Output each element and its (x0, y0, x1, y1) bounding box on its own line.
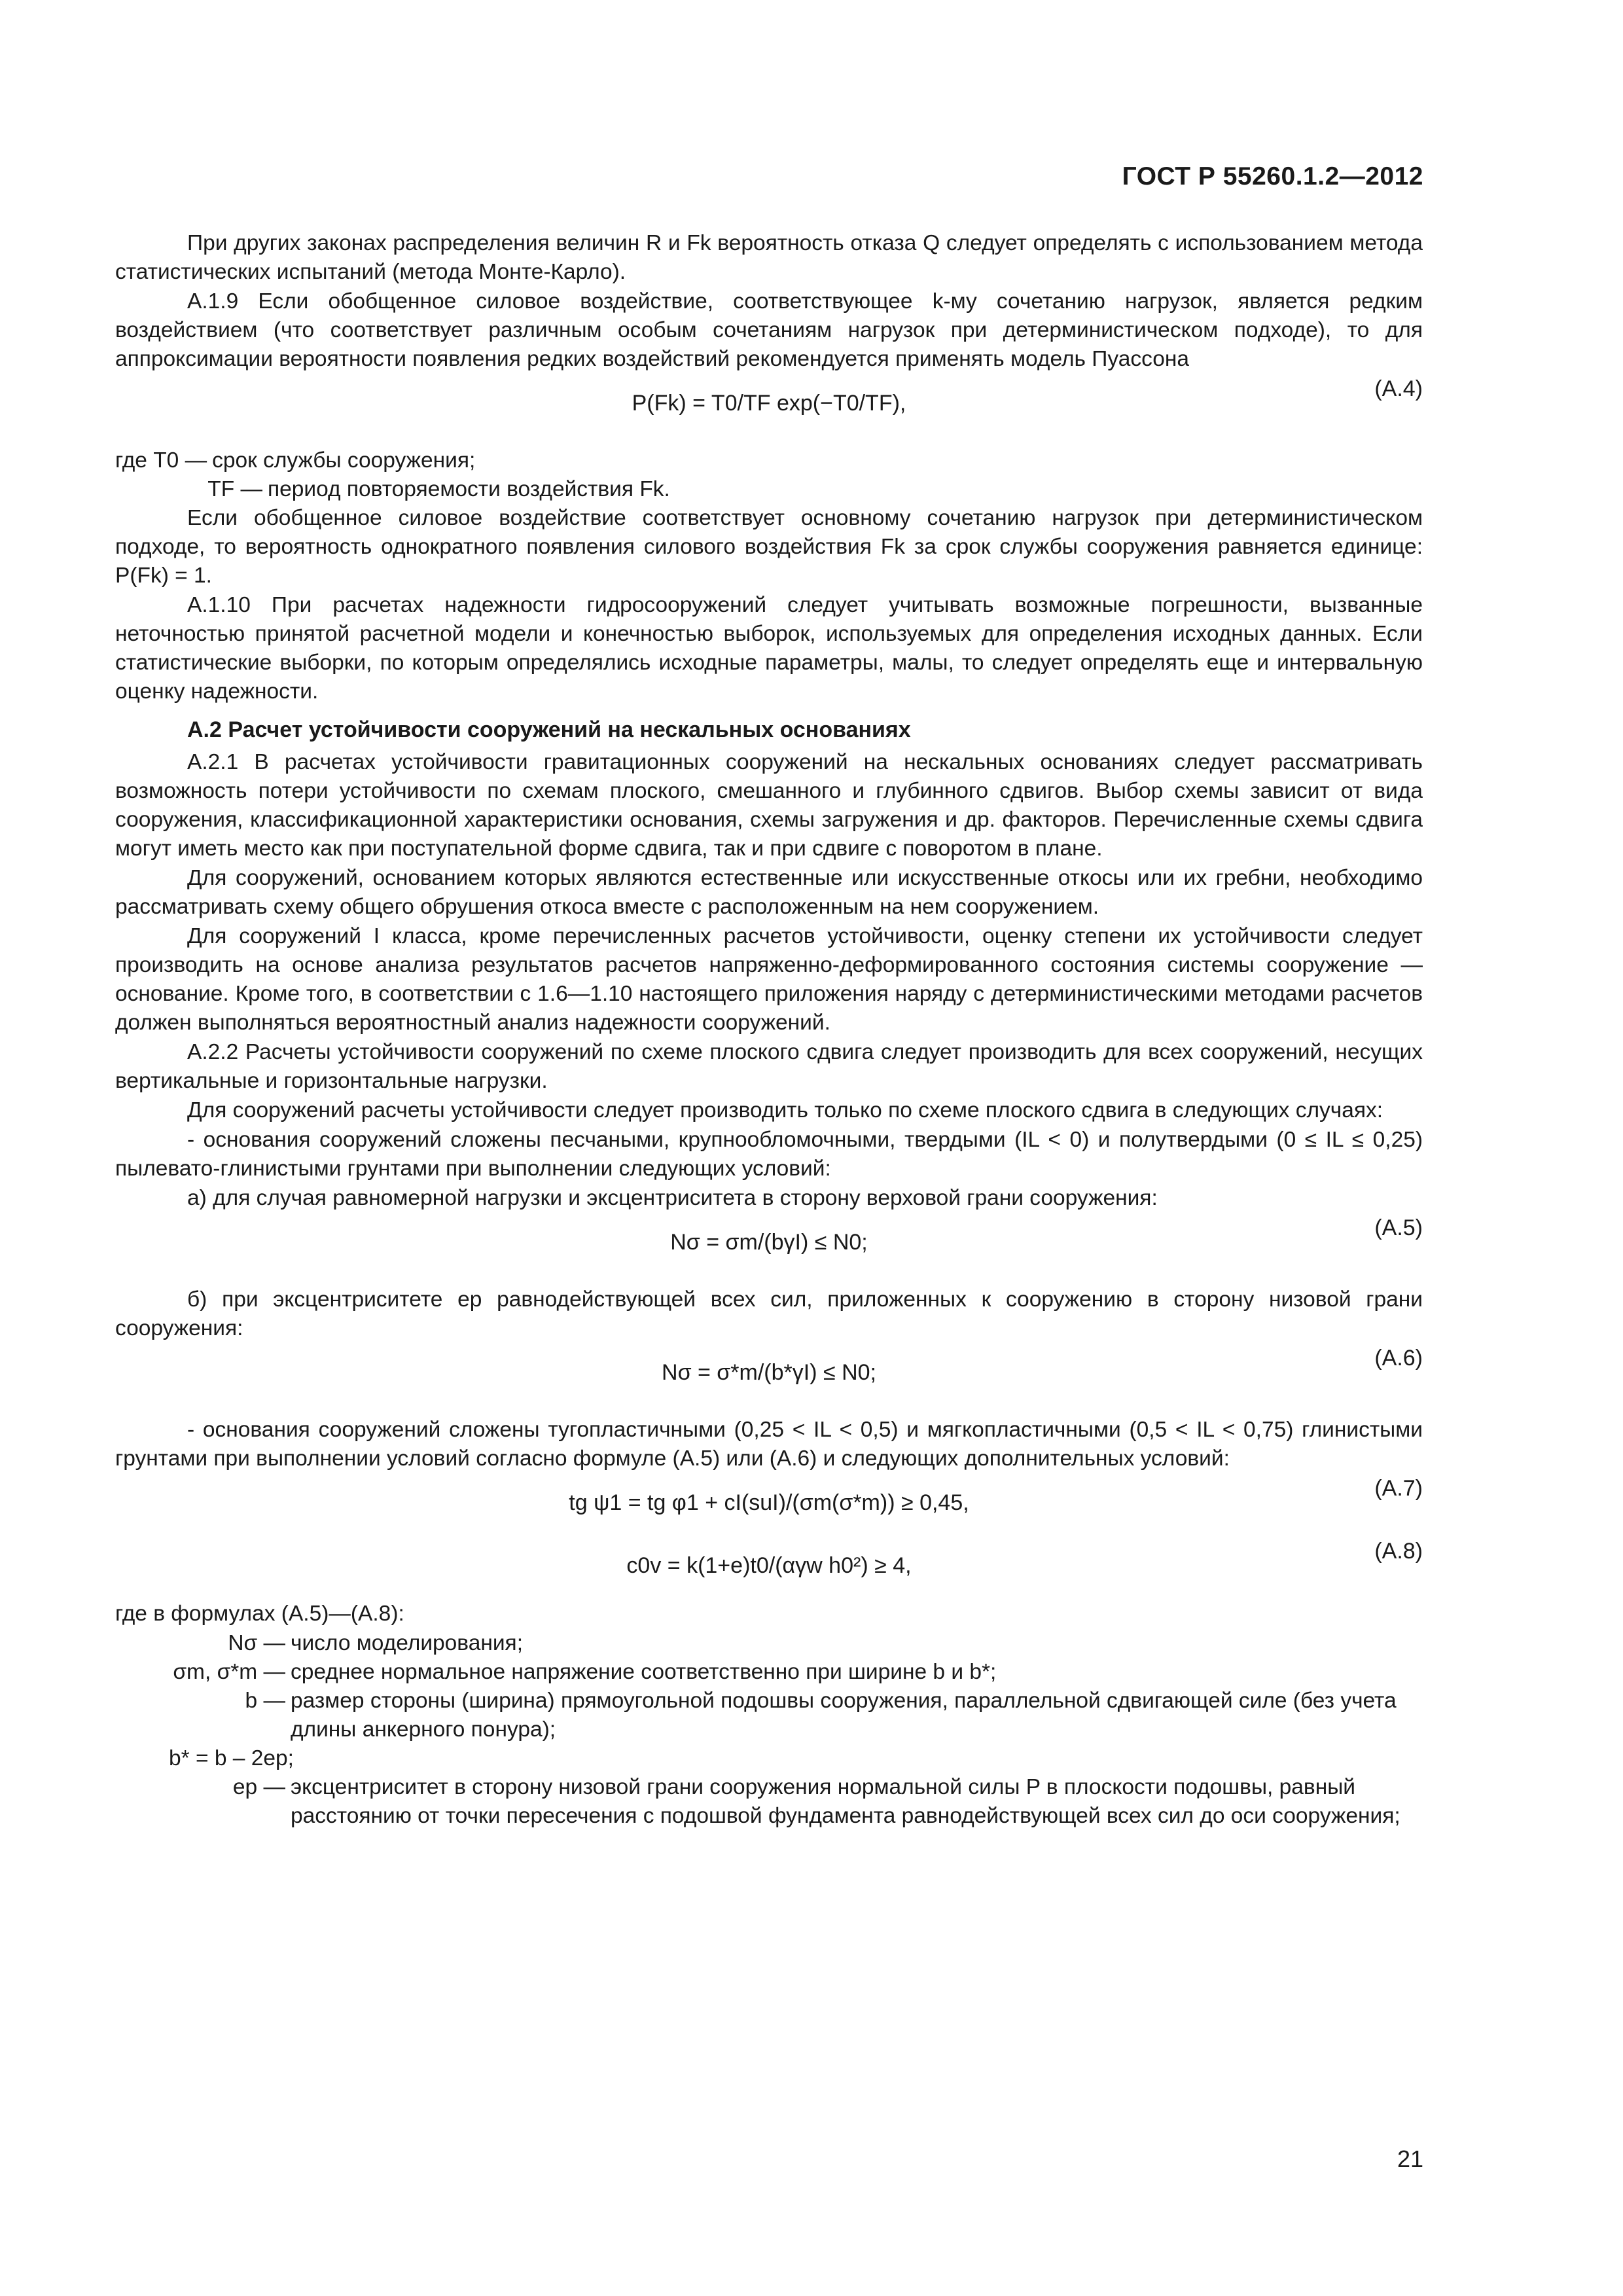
legend-text: период повторяемости воздействия Fk. (268, 477, 670, 501)
legend-item (115, 1629, 1423, 1658)
paragraph: При других законах распределения величин R и Fk вероятность отказа Q следует определять с использованием метода статистических испытаний (метода Монте-Карло). (115, 231, 1423, 284)
formula-a4 (115, 374, 1423, 446)
paragraph: А.1.10 При расчетах надежности гидросооружений следует учитывать возможные погрешности, вызванные неточностью принятой расчетной модели и конечностью выборок, используемых для определения исходных данных. Если статистические выборки, по которым определялись исходные параметры, малы, то следует определять еще и интервальную оценку надежности. (115, 593, 1423, 704)
legend-item (115, 1658, 1423, 1687)
paragraph: б) при эксцентриситете ep равнодействующей всех сил, приложенных к сооружению в сторону низовой грани сооружения: (115, 1287, 1423, 1340)
formula-number: (А.7) (1374, 1476, 1423, 1501)
legend-text: срок службы сооружения; (212, 448, 476, 473)
legend-symbol: где T0 — (115, 448, 207, 473)
legend-text: число моделирования; (291, 1631, 524, 1655)
legend-item (115, 1687, 1423, 1744)
formula-expression: P(Fk) = T0/TF exp(−T0/TF), (632, 391, 906, 416)
legend-symbol: Nσ — (228, 1631, 285, 1655)
formula-number: (А.4) (1374, 376, 1423, 401)
formula-expression: tg ψ1 = tg φ1 + cI(suI)/(σm(σ*m)) ≥ 0,45, (569, 1490, 969, 1515)
paragraph: Для сооружений расчеты устойчивости следует производить только по схеме плоского сдвига в следующих случаях: (187, 1098, 1383, 1122)
legend-symbol: TF — (207, 477, 262, 501)
paragraph: А.2.1 В расчетах устойчивости гравитационных сооружений на нескальных основаниях следует рассматривать возможность потери устойчивости по схемам плоского, смешанного и глубинного сдвигов. Выбор схемы зависит от вида сооружения, классификационной характеристики основания, схемы загружения и др. факторов. Перечисленные схемы сдвига могут иметь место как при поступательной форме сдвига, так и при сдвиге с поворотом в плане. (115, 750, 1423, 861)
legend-item (115, 475, 1423, 504)
legend-item (115, 1744, 1423, 1773)
paragraph: А.1.9 Если обобщенное силовое воздействие, соответствующее k-му сочетанию нагрузок, является редким воздействием (что соответствует различным особым сочетаниям нагрузок при детерминистическом подходе), то для аппроксимации вероятности появления редких воздействий рекомендуется применять модель Пуассона (115, 289, 1423, 371)
paragraph: Если обобщенное силовое воздействие соответствует основному сочетанию нагрузок при детерминистическом подходе, то вероятность однократного появления силового воздействия Fk за срок службы сооружения равняется единице: P(Fk) = 1. (115, 506, 1423, 588)
paragraph: а) для случая равномерной нагрузки и эксцентриситета в сторону верховой грани сооружения: (187, 1186, 1158, 1210)
formula-a6 (115, 1344, 1423, 1416)
legend-symbol: ep — (232, 1775, 285, 1799)
section-heading: А.2 Расчет устойчивости сооружений на нескальных основаниях (187, 717, 911, 742)
formula-a7 (115, 1474, 1423, 1537)
legend-symbol: σm, σ*m — (173, 1660, 285, 1684)
formula-number: (А.6) (1374, 1346, 1423, 1371)
paragraph: где в формулах (А.5)—(А.8): (115, 1602, 404, 1626)
page-content (115, 229, 1423, 1831)
legend-symbol: b* = b – 2ep; (169, 1746, 294, 1770)
legend-symbol: b — (245, 1689, 285, 1713)
formula-expression: c0v = k(1+e)t0/(αγw h0²) ≥ 4, (626, 1553, 912, 1578)
legend-text: среднее нормальное напряжение соответственно при ширине b и b*; (291, 1660, 997, 1684)
legend-text: эксцентриситет в сторону низовой грани сооружения нормальной силы P в плоскости подошвы, равный расстоянию от точки пересечения с подошвой фундамента равнодействующей всех сил до оси сооружения; (291, 1775, 1400, 1828)
formula-number: (А.8) (1374, 1539, 1423, 1564)
page-number: 21 (1397, 2145, 1423, 2172)
formula-expression: Nσ = σm/(bγI) ≤ N0; (670, 1230, 868, 1255)
paragraph: - основания сооружений сложены тугопластичными (0,25 < IL < 0,5) и мягкопластичными (0,5 < IL < 0,75) глинистыми грунтами при выполнении условий согласно формуле (А.5) или (А.6) и следующих дополнительных условий: (115, 1418, 1423, 1471)
standard-header: ГОСТ Р 55260.1.2—2012 (1122, 162, 1423, 190)
formula-expression: Nσ = σ*m/(b*γI) ≤ N0; (662, 1360, 876, 1385)
legend-item (115, 1773, 1423, 1831)
formula-a5 (115, 1213, 1423, 1285)
paragraph: Для сооружений, основанием которых являются естественные или искусственные откосы или их гребни, необходимо рассматривать схему общего обрушения откоса вместе с расположенным на нем сооружением. (115, 866, 1423, 919)
formula-number: (А.5) (1374, 1215, 1423, 1240)
paragraph: А.2.2 Расчеты устойчивости сооружений по схеме плоского сдвига следует производить для всех сооружений, несущих вертикальные и горизонтальные нагрузки. (115, 1040, 1423, 1093)
legend-item (115, 446, 1423, 475)
formula-a8 (115, 1537, 1423, 1600)
legend-text: размер стороны (ширина) прямоугольной подошвы сооружения, параллельной сдвигающей силе (без учета длины анкерного понура); (291, 1689, 1397, 1742)
paragraph: - основания сооружений сложены песчаными, крупнообломочными, твердыми (IL < 0) и полутвердыми (0 ≤ IL ≤ 0,25) пылевато-глинистыми грунтами при выполнении следующих условий: (115, 1128, 1423, 1181)
paragraph: Для сооружений I класса, кроме перечисленных расчетов устойчивости, оценку степени их устойчивости следует производить на основе анализа результатов расчетов напряженно-деформированного состояния системы сооружение — основание. Кроме того, в соответствии с 1.6—1.10 настоящего приложения наряду с детерминистическими методами расчетов должен выполняться вероятностный анализ надежности сооружений. (115, 924, 1423, 1035)
